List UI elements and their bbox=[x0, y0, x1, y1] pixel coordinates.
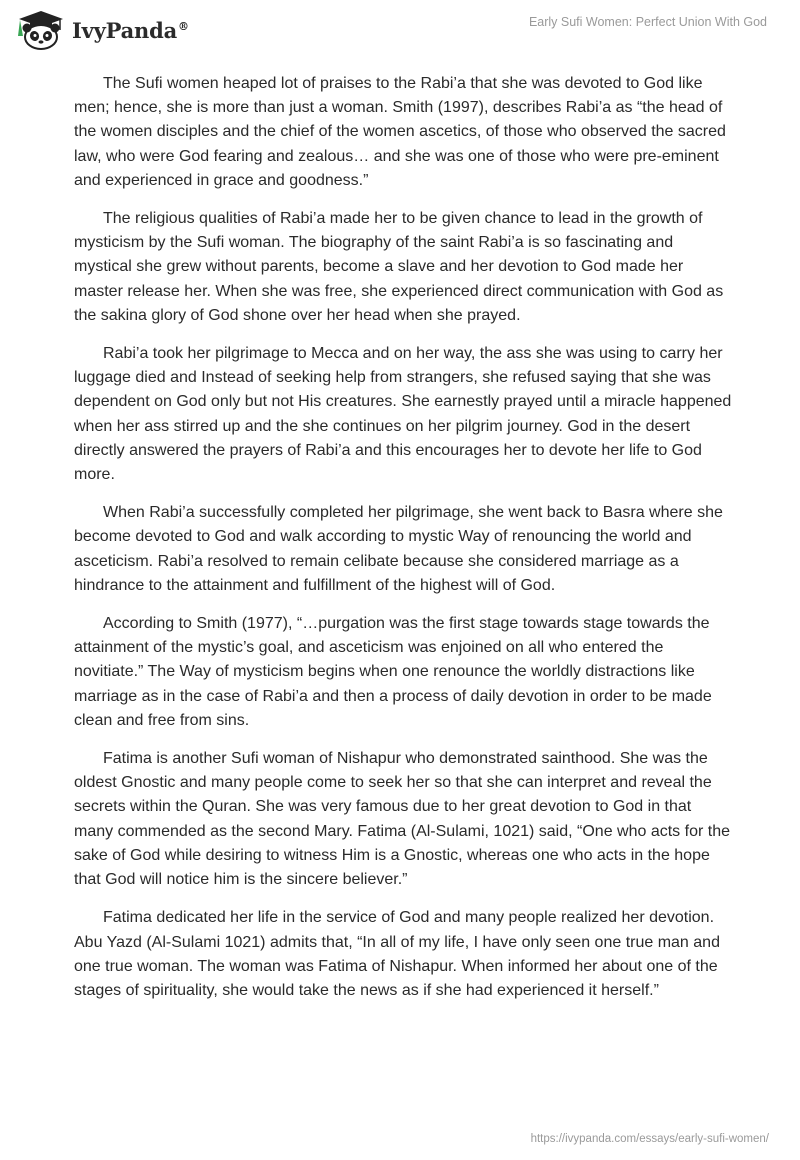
paragraph: The religious qualities of Rabi’a made her to be given chance to lead in the growth of mysticism by the Sufi woman. The biography of the saint Rabi’a is so fascinating and mystical she grew without parents, become a slave and her devotion to God made her master release her. When she was free, she experienced direct communication with God as the sakina glory of God shone over her head when she prayed. bbox=[74, 210, 724, 324]
document-title: Early Sufi Women: Perfect Union With God bbox=[528, 15, 767, 29]
brand-name: IvyPanda® bbox=[72, 17, 189, 43]
source-url-link[interactable]: https://ivypanda.com/essays/early-sufi-women/ bbox=[530, 1133, 769, 1145]
paragraph: Rabi’a took her pilgrimage to Mecca and on her way, the ass she was using to carry her luggage died and Instead of seeking help from strangers, she refused saying that she was dependent on God only but not His creatures. She earnestly prayed until a miracle happened when her ass stirred up and the she continues on her pilgrim journey. God in the desert directly answered the prayers of Rabi’a and this encourages her to devote her life to God more. bbox=[74, 345, 732, 484]
paragraph: When Rabi’a successfully completed her pilgrimage, she went back to Basra where she become devoted to God and walk according to mystic Way of renouncing the world and asceticism. Rabi’a resolved to remain celibate because she considered marriage as a hindrance to the attainment and fulfillment of the highest will of God. bbox=[74, 504, 723, 594]
panda-graduate-icon bbox=[16, 10, 66, 50]
paragraph: Fatima dedicated her life in the service of God and many people realized her devotion. Abu Yazd (Al-Sulami 1021) admits that, “In all of my life, I have only seen one true man and one true woman. The woman was Fatima of Nishapur. When informed her about one of the stages of spirituality, she would take the news as if she had experienced it herself.” bbox=[74, 909, 720, 999]
ivypanda-logo[interactable] bbox=[16, 10, 189, 50]
paragraph: According to Smith (1977), “…purgation was the first stage towards stage towards the attainment of the mystic’s goal, and asceticism was enjoined on all who entered the novitiate.” The Way of mysticism begins when one renounce the worldly distractions like marriage as in the case of Rabi’a and then a process of daily devotion in order to be made clean and free from sins. bbox=[74, 615, 712, 729]
page-header bbox=[0, 0, 800, 60]
paragraph: Fatima is another Sufi woman of Nishapur who demonstrated sainthood. She was the oldest Gnostic and many people come to seek her so that she can interpret and reveal the secrets within the Quran. She was very famous due to her great devotion to God in that many commended as the second Mary. Fatima (Al-Sulami, 1021) said, “One who acts for the sake of God while desiring to witness Him is a Gnostic, whereas one who acts in the hope that God will notice him is the sincere believer.” bbox=[74, 750, 730, 889]
paragraph: The Sufi women heaped lot of praises to the Rabi’a that she was devoted to God like men; hence, she is more than just a woman. Smith (1997), describes Rabi’a as “the head of the women disciples and the chief of the women ascetics, of those who observed the sacred law, who were God fearing and zealous… and she was one of those who were pre-eminent and experienced in grace and goodness.” bbox=[74, 75, 726, 189]
essay-body bbox=[74, 72, 734, 1017]
